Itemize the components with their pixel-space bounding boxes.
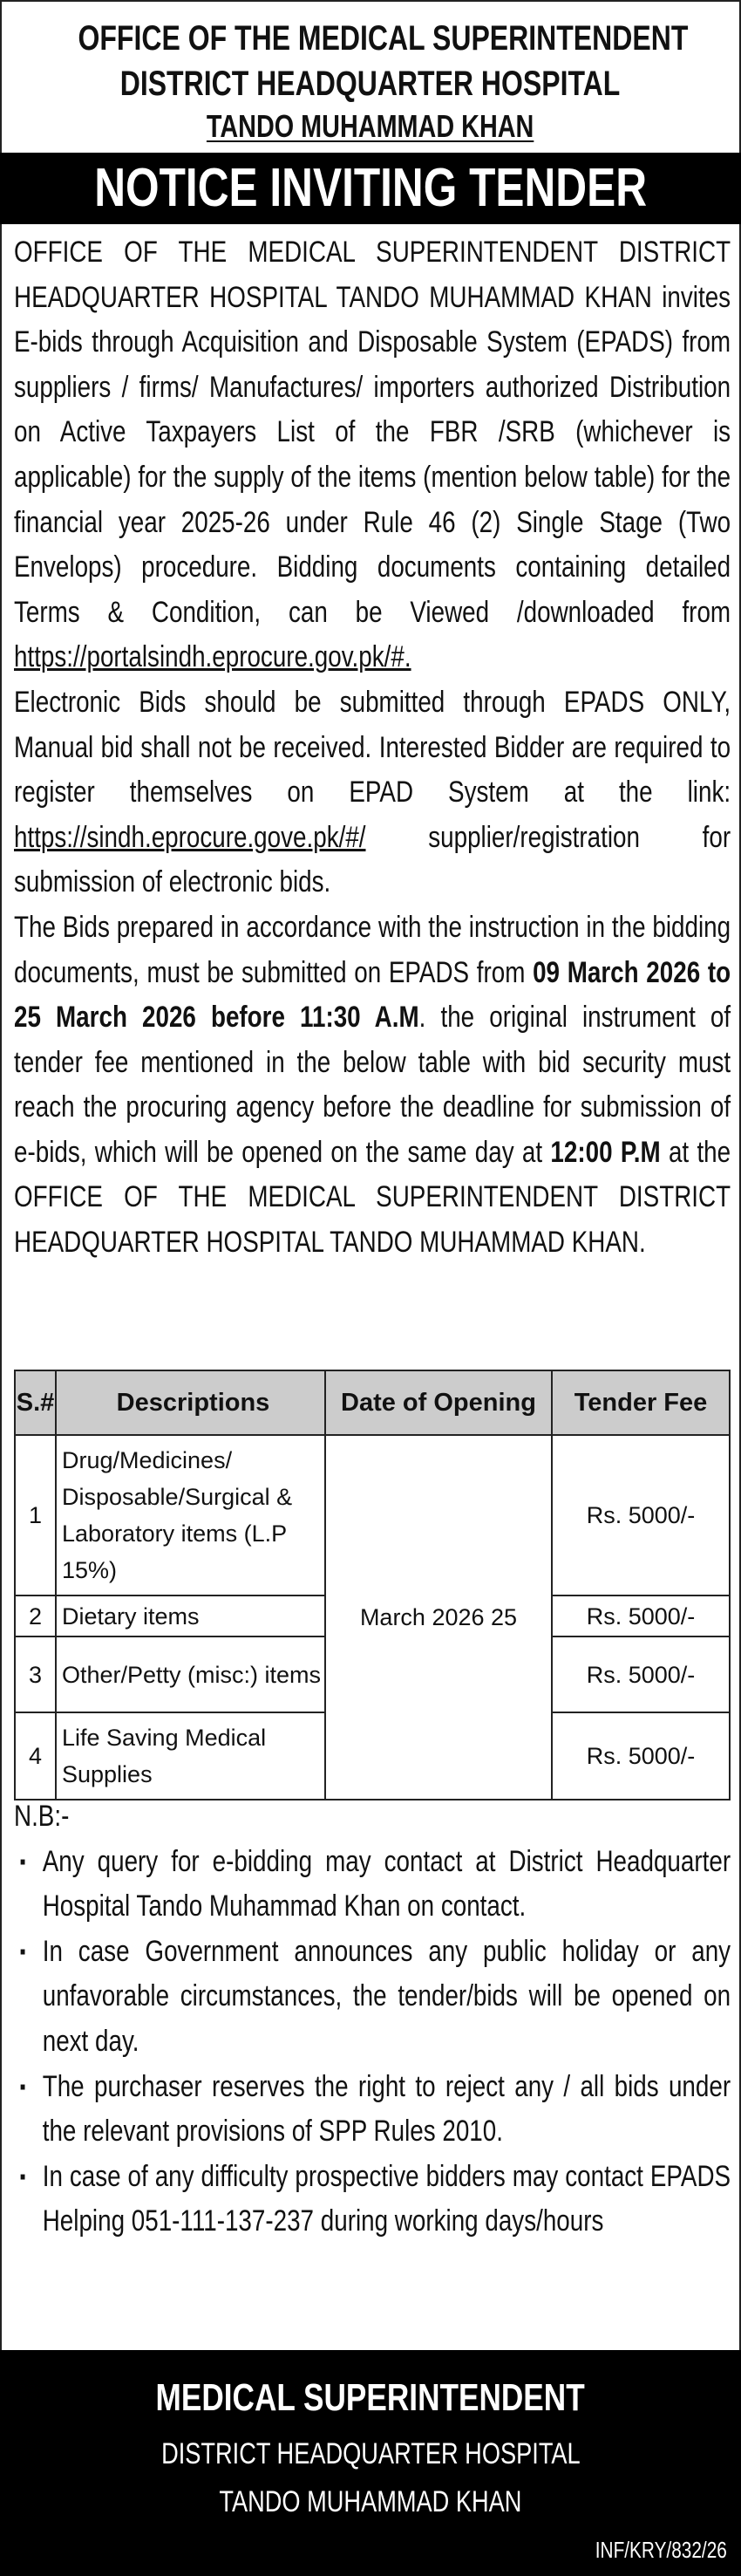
office-title: OFFICE OF THE MEDICAL SUPERINTENDENT bbox=[78, 19, 689, 58]
notice-title: NOTICE INVITING TENDER bbox=[94, 158, 647, 218]
header-date-of-opening: Date of Opening bbox=[325, 1370, 552, 1435]
submission-dates: 09 March 2026 to 25 March 2026 before 11:30 A.M bbox=[14, 955, 731, 1035]
opening-time: 12:00 P.M bbox=[550, 1135, 661, 1169]
tender-table bbox=[14, 1370, 731, 1800]
opening-date: March 2026 25 bbox=[325, 1435, 552, 1800]
footer-title: MEDICAL SUPERINTENDENT bbox=[155, 2376, 586, 2419]
city-title: TANDO MUHAMMAD KHAN bbox=[207, 108, 534, 144]
list-item: ▪ Any query for e-bidding may contact at District Headquarter Hospital Tando Muhammad Khan on contact. bbox=[14, 1840, 731, 1930]
footer-banner bbox=[0, 2350, 741, 2576]
list-item: ▪ In case Government announces any public holiday or any unfavorable circumstances, the tender/bids will be opened on next day. bbox=[14, 1930, 731, 2065]
paragraph-invitation: OFFICE OF THE MEDICAL SUPERINTENDENT DISTRICT HEADQUARTER HOSPITAL TANDO MUHAMMAD KHAN invites E-bids through Acquisition and Disposable System (EPADS) from suppliers / firms/ Manufactures/ importers authorized Distribution on Active Taxpayers List of the FBR /SRB (whichever is applicable) for the supply of the items (mention below table) for the financial year 2025-26 under Rule 46 (2) Single Stage (Two Envelops) procedure. Bidding documents containing detailed Terms & Condition, can be Viewed /downloaded from https://portalsindh.eprocure.gov.pk/#. bbox=[14, 236, 731, 674]
header-sn: S.# bbox=[15, 1370, 56, 1435]
paragraph-submission: The Bids prepared in accordance with the instruction in the bidding documents, must be submitted on EPADS from 09 March 2026 to 25 March 2026 before 11:30 A.M. the original instrument of tender fee mentioned in the below table with bid security must reach the procuring agency before the deadline for submission of e-bids, which will be opened on the same day at 12:00 P.M at the OFFICE OF THE MEDICAL SUPERINTENDENT DISTRICT HEADQUARTER HOSPITAL TANDO MUHAMMAD KHAN. bbox=[14, 910, 731, 1260]
notes-list bbox=[14, 1840, 731, 2245]
list-item: ▪ In case of any difficulty prospective bidders may contact EPADS Helping 051-111-137-237 during working days/hours bbox=[14, 2155, 731, 2245]
portal-link[interactable]: https://portalsindh.eprocure.gov.pk/#. bbox=[14, 640, 411, 674]
header-descriptions: Descriptions bbox=[56, 1370, 325, 1435]
paragraph-registration: Electronic Bids should be submitted through EPADS ONLY, Manual bid shall not be received. Interested Bidder are required to register themselves on EPAD System at the link: https://sindh.eprocure.gove.pk/#/ supplier/registration for submission of electronic bids. bbox=[14, 685, 731, 899]
notice-title-banner bbox=[0, 153, 741, 224]
table-header-row bbox=[15, 1370, 730, 1435]
notice-body bbox=[14, 230, 731, 1266]
footer-hospital: DISTRICT HEADQUARTER HOSPITAL bbox=[160, 2437, 581, 2470]
registration-link[interactable]: https://sindh.eprocure.gove.pk/#/ bbox=[14, 820, 366, 854]
table-row: 1 Drug/Medicines/ Disposable/Surgical & Laboratory items (L.P 15%) March 2026 25 Rs. 5000/- bbox=[15, 1435, 730, 1595]
hospital-title: DISTRICT HEADQUARTER HOSPITAL bbox=[120, 65, 621, 103]
notes-section bbox=[14, 1794, 731, 2245]
notes-label: N.B:- bbox=[14, 1800, 70, 1833]
table-row: 3 Other/Petty (misc:) items Rs. 5000/- bbox=[15, 1636, 730, 1712]
table-row: 4 Life Saving Medical Supplies Rs. 5000/- bbox=[15, 1712, 730, 1800]
reference-number: INF/KRY/832/26 bbox=[595, 2537, 727, 2563]
header-tender-fee: Tender Fee bbox=[552, 1370, 730, 1435]
footer-city: TANDO MUHAMMAD KHAN bbox=[219, 2485, 522, 2518]
table-row: 2 Dietary items Rs. 5000/- bbox=[15, 1595, 730, 1636]
list-item: ▪ The purchaser reserves the right to reject any / all bids under the relevant provisions of SPP Rules 2010. bbox=[14, 2065, 731, 2155]
